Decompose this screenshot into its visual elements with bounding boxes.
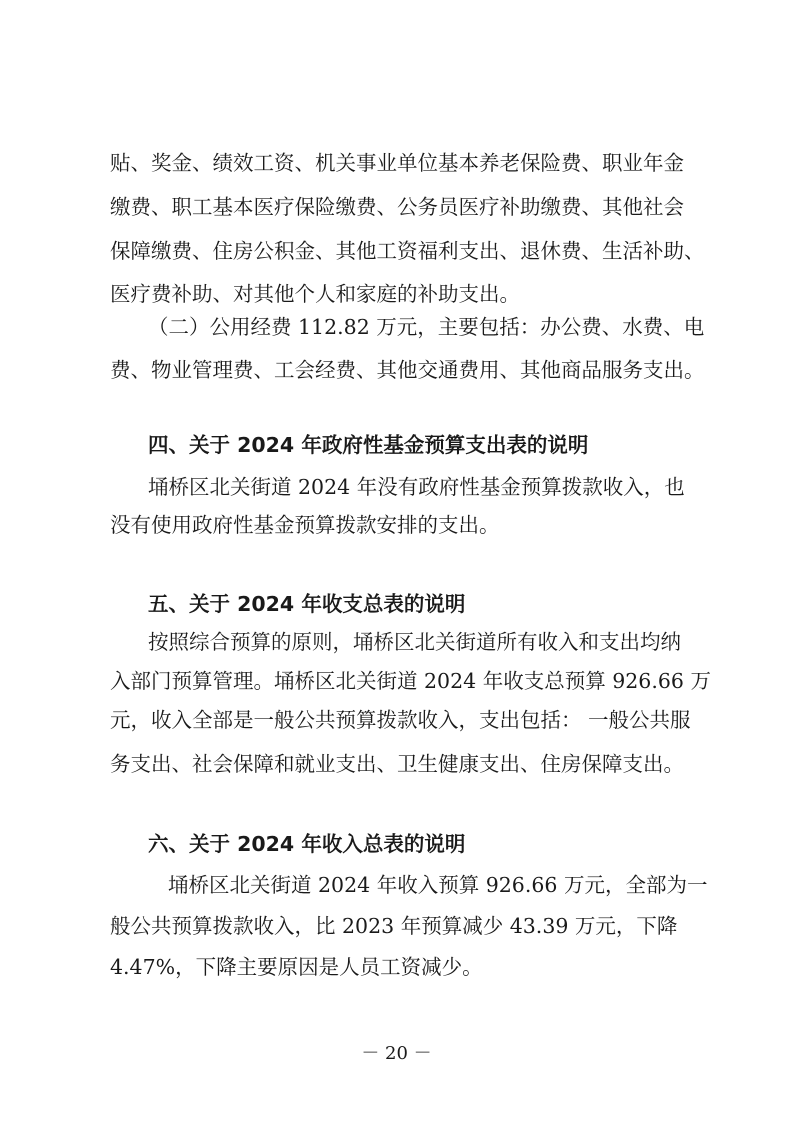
- body-text-line: 4.47%，下降主要原因是人员工资减少。: [110, 955, 483, 979]
- section-heading: 五、关于 2024 年收支总表的说明: [148, 592, 466, 616]
- section-heading: 六、关于 2024 年收入总表的说明: [148, 832, 466, 856]
- body-text-line: 缴费、职工基本医疗保险缴费、公务员医疗补助缴费、其他社会: [110, 195, 684, 219]
- body-text-line: 费、物业管理费、工会经费、其他交通费用、其他商品服务支出。: [110, 358, 705, 382]
- body-text-line: 元，收入全部是一般公共预算拨款收入，支出包括： 一般公共服: [110, 708, 691, 732]
- body-text-line: 埇桥区北关街道 2024 年没有政府性基金预算拨款收入，也: [148, 475, 685, 499]
- body-text-line: 保障缴费、住房公积金、其他工资福利支出、退休费、生活补助、: [110, 239, 705, 263]
- body-text-line: 入部门预算管理。埇桥区北关街道 2024 年收支总预算 926.66 万: [110, 669, 711, 693]
- page-number: － 20 －: [361, 1043, 432, 1064]
- body-text-line: 按照综合预算的原则，埇桥区北关街道所有收入和支出均纳: [148, 630, 681, 654]
- section-heading: 四、关于 2024 年政府性基金预算支出表的说明: [148, 433, 589, 457]
- body-text-line: 没有使用政府性基金预算拨款安排的支出。: [110, 513, 500, 537]
- body-text-line: 务支出、社会保障和就业支出、卫生健康支出、住房保障支出。: [110, 752, 684, 776]
- body-text-line: 般公共预算拨款收入，比 2023 年预算减少 43.39 万元，下降: [110, 914, 678, 938]
- body-text-line: （二）公用经费 112.82 万元，主要包括：办公费、水费、电: [148, 315, 705, 339]
- body-text-line: 埇桥区北关街道 2024 年收入预算 926.66 万元，全部为一: [168, 873, 708, 897]
- body-text-line: 贴、奖金、绩效工资、机关事业单位基本养老保险费、职业年金: [110, 151, 684, 175]
- body-text-line: 医疗费补助、对其他个人和家庭的补助支出。: [110, 282, 520, 306]
